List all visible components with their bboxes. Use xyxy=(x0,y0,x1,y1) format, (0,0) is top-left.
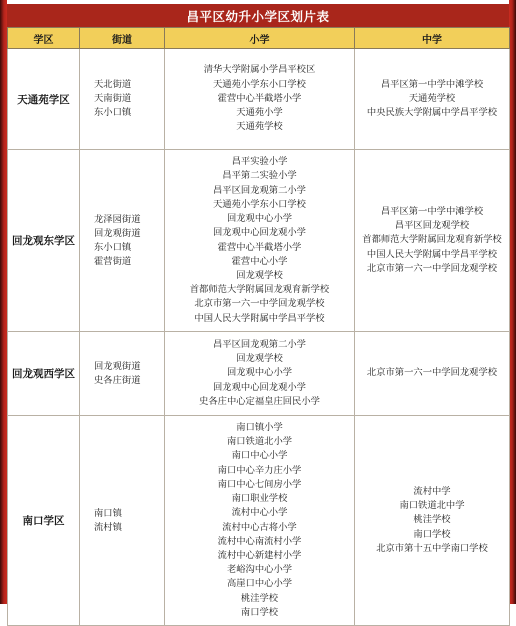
primary-school-list xyxy=(204,63,316,134)
street-item: 回龙观街道 xyxy=(94,360,141,372)
primary-school-item: 流村中心南流村小学 xyxy=(217,535,302,547)
primary-school-item: 天通苑小学东小口学校 xyxy=(213,78,306,90)
primary-school-item: 流村中心古将小学 xyxy=(222,521,297,533)
middle-school-item: 首都师范大学附属回龙观育新学校 xyxy=(362,234,502,246)
primary-school-item: 桃洼学校 xyxy=(240,592,279,604)
primary-school-item: 南口中心七间房小学 xyxy=(217,478,302,490)
primary-school-item: 清华大学附属小学昌平校区 xyxy=(203,64,316,76)
primary-school-item: 霍营中心小学 xyxy=(231,255,288,267)
primary-school-item: 回龙观学校 xyxy=(236,353,283,365)
middle-school-cell xyxy=(355,49,510,150)
primary-school-list xyxy=(190,155,329,325)
primary-school-item: 首都师范大学附属回龙观育新学校 xyxy=(189,284,330,296)
header-primary: 小学 xyxy=(165,28,355,49)
primary-school-item: 回龙观学校 xyxy=(236,269,283,281)
middle-school-item: 昌平区第一中学中滩学校 xyxy=(380,205,484,217)
primary-school-cell xyxy=(165,416,355,626)
primary-school-item: 高崖口中心小学 xyxy=(226,578,293,590)
street-list xyxy=(80,360,141,388)
middle-school-list xyxy=(362,205,501,276)
street-item: 东小口镇 xyxy=(94,107,132,118)
street-item: 龙泽园街道 xyxy=(94,213,141,225)
primary-school-item: 回龙观中心小学 xyxy=(226,367,293,379)
primary-school-item: 昌平第二实验小学 xyxy=(222,170,297,182)
primary-school-item: 回龙观中心小学 xyxy=(226,213,293,225)
street-item: 天南街道 xyxy=(94,93,132,104)
header-row xyxy=(8,28,510,49)
primary-school-item: 天通苑学校 xyxy=(236,121,283,133)
district-cell: 回龙观东学区 xyxy=(8,150,80,332)
middle-school-list xyxy=(376,485,488,556)
primary-school-item: 回龙观中心回龙观小学 xyxy=(213,381,306,393)
street-list xyxy=(80,507,122,535)
header-middle: 中学 xyxy=(355,28,510,49)
middle-school-item: 北京市第一六一中学回龙观学校 xyxy=(366,262,498,274)
primary-school-item: 霍营中心半截塔小学 xyxy=(217,92,302,104)
primary-school-cell xyxy=(165,332,355,416)
middle-school-item: 北京市第十五中学南口学校 xyxy=(376,542,488,554)
middle-school-item: 中国人民大学附属中学昌平学校 xyxy=(366,248,498,260)
primary-school-item: 回龙观中心回龙观小学 xyxy=(213,227,306,239)
header-district: 学区 xyxy=(8,28,80,49)
middle-school-list xyxy=(367,366,497,380)
street-cell xyxy=(80,332,165,416)
street-item: 回龙观街道 xyxy=(94,227,141,239)
header-street: 街道 xyxy=(80,28,165,49)
middle-school-item: 北京市第一六一中学回龙观学校 xyxy=(366,367,498,379)
street-item: 南口镇 xyxy=(94,507,122,519)
middle-school-item: 南口铁道北中学 xyxy=(399,500,465,512)
primary-school-item: 老峪沟中心小学 xyxy=(226,564,293,576)
street-list xyxy=(80,213,141,269)
middle-school-item: 昌平区第一中学中滩学校 xyxy=(380,78,484,90)
district-cell: 南口学区 xyxy=(8,416,80,626)
primary-school-item: 南口镇小学 xyxy=(236,422,283,434)
primary-school-item: 南口中心小学 xyxy=(231,450,288,462)
table-row xyxy=(8,49,510,150)
middle-school-cell xyxy=(355,332,510,416)
primary-school-item: 北京市第一六一中学回龙观学校 xyxy=(194,298,325,310)
middle-school-item: 桃洼学校 xyxy=(413,514,451,526)
primary-school-item: 昌平区回龙观第二小学 xyxy=(213,338,306,350)
table-title: 昌平区幼升小学区划片表 xyxy=(7,4,509,27)
primary-school-item: 霍营中心半截塔小学 xyxy=(217,241,302,253)
street-list xyxy=(80,78,131,120)
school-district-table xyxy=(7,27,510,626)
middle-school-item: 昌平区回龙观学校 xyxy=(394,220,470,232)
primary-school-cell xyxy=(165,150,355,332)
street-cell xyxy=(80,150,165,332)
primary-school-cell xyxy=(165,49,355,150)
middle-school-cell xyxy=(355,150,510,332)
table-row xyxy=(8,332,510,416)
primary-school-item: 昌平实验小学 xyxy=(231,156,288,168)
middle-school-item: 流村中学 xyxy=(413,485,451,497)
primary-school-item: 南口铁道北小学 xyxy=(226,436,293,448)
primary-school-item: 流村中心新建村小学 xyxy=(217,549,302,561)
primary-school-item: 南口职业学校 xyxy=(231,493,288,505)
middle-school-item: 中央民族大学附属中学昌平学校 xyxy=(366,107,498,119)
street-item: 东小口镇 xyxy=(94,241,132,253)
street-item: 霍营街道 xyxy=(94,255,132,267)
street-cell xyxy=(80,416,165,626)
table-row xyxy=(8,416,510,626)
street-cell xyxy=(80,49,165,150)
district-cell: 天通苑学区 xyxy=(8,49,80,150)
primary-school-item: 中国人民大学附属中学昌平学校 xyxy=(194,312,325,324)
primary-school-item: 史各庄中心定福皇庄回民小学 xyxy=(199,395,320,407)
middle-school-list xyxy=(367,78,497,121)
street-item: 史各庄街道 xyxy=(94,374,141,386)
primary-school-list xyxy=(218,421,302,620)
table-row xyxy=(8,150,510,332)
primary-school-item: 天通苑小学东小口学校 xyxy=(213,198,306,210)
primary-school-item: 流村中心小学 xyxy=(231,507,288,519)
middle-school-item: 南口学校 xyxy=(413,528,451,540)
street-item: 流村镇 xyxy=(94,521,122,533)
primary-school-item: 南口中心辛力庄小学 xyxy=(217,464,302,476)
primary-school-item: 昌平区回龙观第二小学 xyxy=(213,184,306,196)
primary-school-item: 天通苑小学 xyxy=(236,107,283,119)
middle-school-item: 天通苑学校 xyxy=(408,92,456,104)
middle-school-cell xyxy=(355,416,510,626)
district-cell: 回龙观西学区 xyxy=(8,332,80,416)
primary-school-item: 南口学校 xyxy=(240,606,279,618)
street-item: 天北街道 xyxy=(94,79,132,90)
primary-school-list xyxy=(199,338,320,409)
